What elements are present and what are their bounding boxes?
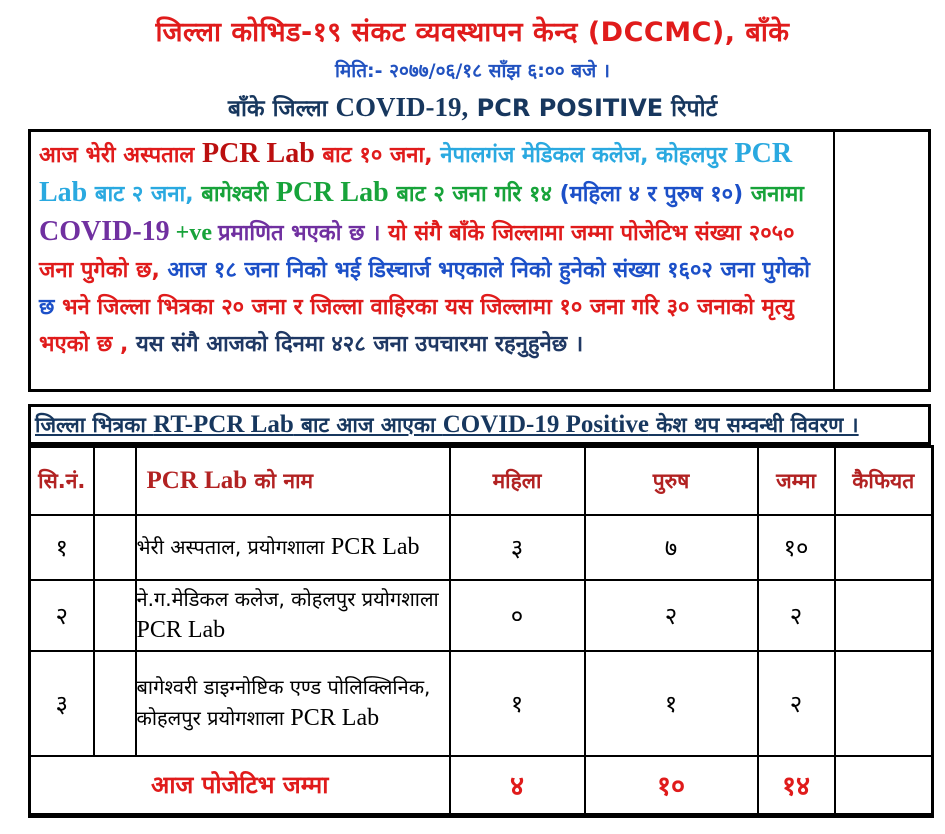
text-segment: बाट २ जना,	[87, 182, 202, 207]
text-segment: आज १८ जना निको भई डिस्चार्ज भएकाले निको हुनेको संख्या १६०२ जना पुगेको छ	[39, 258, 810, 320]
text-segment: सि.नं.	[38, 468, 86, 493]
text-segment: बागेश्वरी	[201, 182, 276, 207]
cell-serial-number: १	[30, 515, 94, 580]
text-segment: रिपोर्ट	[663, 96, 718, 122]
text-segment: PCR Lab	[290, 705, 380, 731]
cell-female: १	[450, 651, 585, 756]
text-segment: को नाम	[247, 468, 314, 493]
text-segment: (महिला ४ र पुरुष १०)	[559, 182, 751, 207]
text-segment: PCR Lab	[330, 533, 420, 560]
total-female: ४	[450, 756, 585, 816]
cell-remarks	[835, 651, 933, 756]
text-segment: COVID-19,	[335, 92, 469, 122]
page-title: जिल्ला कोभिड-१९ संकट व्यवस्थापन केन्द (DCCMC), बाँके	[155, 17, 790, 48]
cell-male: ७	[585, 515, 758, 580]
total-count: १४	[758, 756, 835, 816]
text-segment: बाट २ जना गरि १४	[388, 182, 560, 207]
cell-female: ३	[450, 515, 585, 580]
header-serial-number	[30, 447, 94, 515]
text-segment: बागेश्वरी डाइग्नोष्टिक एण्ड पोलिक्लिनिक, कोहलपुर प्रयोगशाला	[136, 675, 431, 730]
text-segment: PCR POSITIVE	[468, 94, 664, 122]
header-female	[450, 447, 585, 515]
table-body	[30, 515, 933, 756]
cell-total: २	[758, 580, 835, 651]
cell-male: १	[585, 651, 758, 756]
cell-remarks	[835, 515, 933, 580]
cell-lab-name	[136, 580, 450, 651]
text-segment: PCR Lab	[39, 138, 793, 208]
text-segment: COVID-19	[39, 216, 170, 247]
summary-paragraph	[39, 135, 825, 363]
cell-blank	[94, 651, 136, 756]
summary-main	[31, 132, 833, 389]
text-segment: नेपालगंज मेडिकल कलेज, कोहलपुर	[440, 143, 735, 168]
text-segment: जिल्ला भित्रका	[35, 412, 154, 437]
header-total	[758, 447, 835, 515]
table-row	[30, 651, 933, 756]
cell-lab-name	[136, 651, 450, 756]
header-lab-name	[136, 447, 450, 515]
header-remarks	[835, 447, 933, 515]
cell-serial-number: २	[30, 580, 94, 651]
cell-serial-number: ३	[30, 651, 94, 756]
table-footer	[30, 756, 933, 816]
text-segment: जम्मा	[776, 468, 816, 493]
pcr-lab-table	[28, 445, 934, 818]
table-row	[30, 515, 933, 580]
document-header	[0, 0, 945, 123]
text-segment: बाँके जिल्ला	[227, 96, 336, 122]
text-segment: पुरुष	[652, 468, 690, 493]
cell-blank	[94, 515, 136, 580]
table-header	[30, 447, 933, 515]
cell-remarks	[835, 580, 933, 651]
summary-side-column	[833, 132, 928, 389]
text-segment: भेरी अस्पताल, प्रयोगशाला	[136, 534, 331, 559]
text-segment: बाट आज आएका	[293, 412, 443, 437]
text-segment: ने.ग.मेडिकल कलेज, कोहलपुर प्रयोगशाला	[136, 587, 439, 611]
report-date: मिति:- २०७७/०६/१८ साँझ ६:०० बजे ।	[334, 60, 611, 82]
cell-lab-name	[136, 515, 450, 580]
text-segment: जनामा	[750, 182, 804, 207]
text-segment: महिला	[492, 468, 542, 493]
total-row	[30, 756, 933, 816]
text-segment: यो संगै बाँके जिल्लामा जम्मा पोजेटिभ संख्या २०५० जना पुगेको छ,	[39, 221, 795, 283]
total-male: १०	[585, 756, 758, 816]
total-remarks	[835, 756, 933, 816]
report-subtitle	[0, 91, 945, 123]
text-segment: PCR Lab	[275, 177, 389, 208]
header-male	[585, 447, 758, 515]
section-title	[35, 411, 859, 439]
total-label: आज पोजेटिभ जम्मा	[30, 756, 450, 816]
text-segment: PCR Lab	[201, 138, 315, 169]
cell-total: २	[758, 651, 835, 756]
text-segment: बाट १० जना,	[314, 143, 441, 168]
cell-total: १०	[758, 515, 835, 580]
cell-male: २	[585, 580, 758, 651]
table-row	[30, 580, 933, 651]
content-area	[28, 129, 931, 818]
text-segment: केश थप सम्वन्धी विवरण ।	[648, 412, 859, 437]
text-segment: कैफियत	[852, 468, 915, 493]
text-segment: +ve	[169, 220, 218, 246]
text-segment: RT-PCR Lab	[153, 410, 294, 438]
text-segment: COVID-19 Positive	[442, 410, 649, 438]
cell-blank	[94, 580, 136, 651]
text-segment: प्रमाणित भएको छ ।	[218, 221, 389, 246]
text-segment: PCR Lab	[136, 617, 226, 643]
summary-box	[28, 129, 931, 392]
header-blank	[94, 447, 136, 515]
section-header-box	[28, 404, 931, 445]
cell-female: ०	[450, 580, 585, 651]
text-segment: यस संगै आजको दिनमा ४२८ जना उपचारमा रहनुहुनेछ ।	[135, 332, 584, 357]
table-header-row	[30, 447, 933, 515]
text-segment: आज भेरी अस्पताल	[39, 143, 202, 168]
text-segment: PCR Lab	[146, 466, 248, 494]
text-segment: भने जिल्ला भित्रका २० जना र जिल्ला वाहिरका यस जिल्लामा १० जना गरि ३० जनाको मृत्यु भएको छ ,	[39, 295, 794, 357]
